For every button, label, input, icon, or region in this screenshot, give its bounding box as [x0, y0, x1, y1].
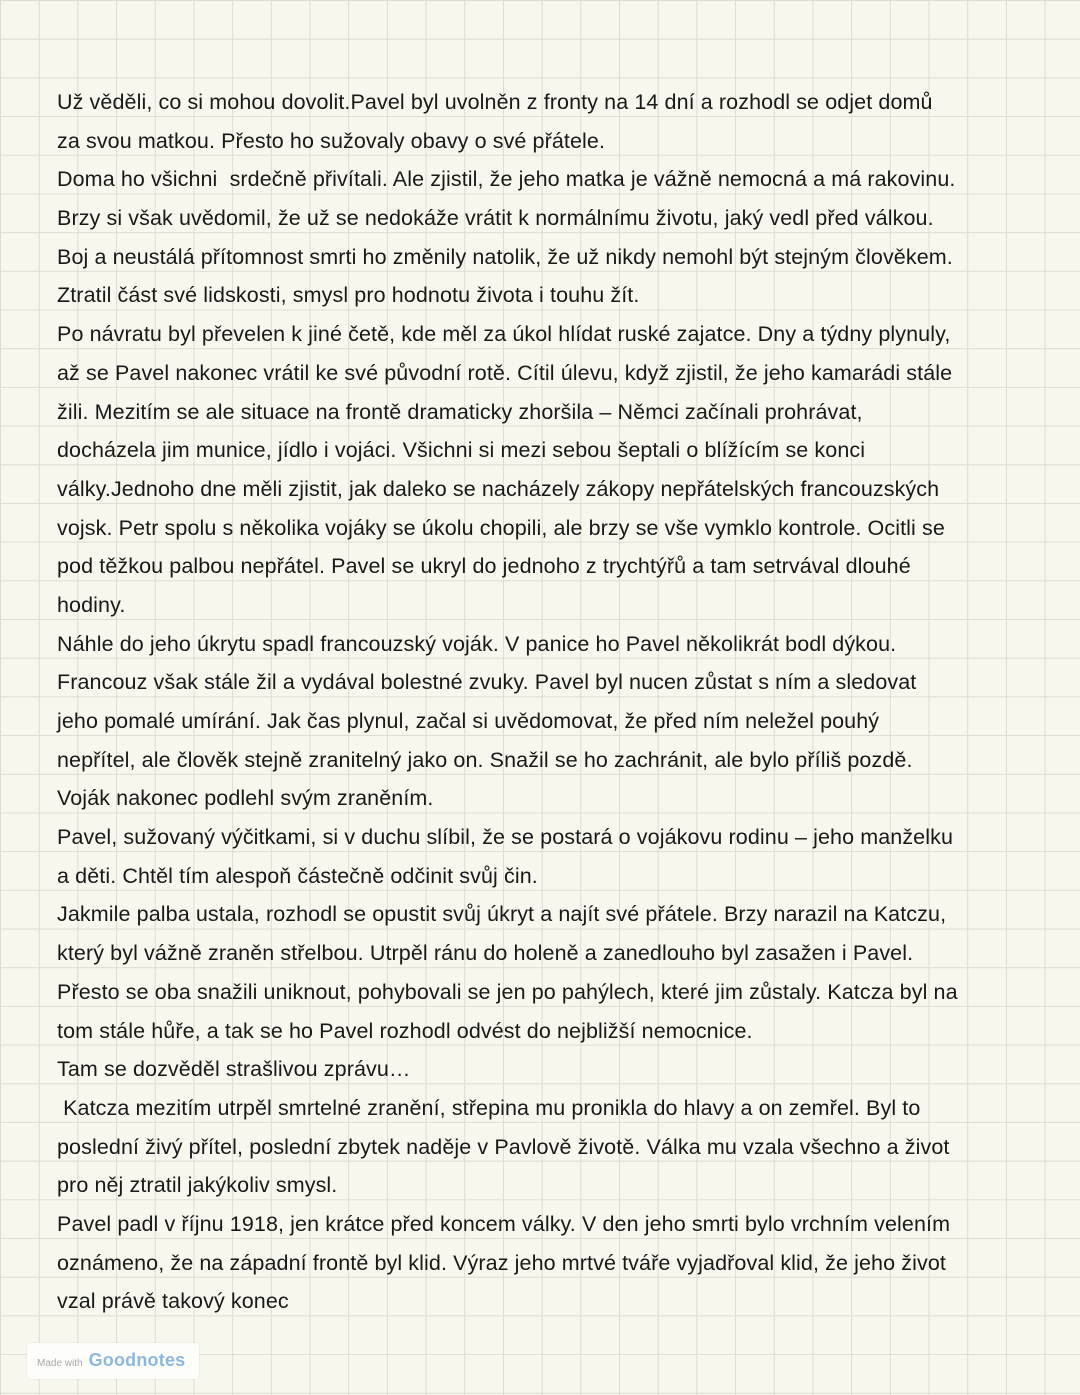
- text-line: Už věděli, co si mohou dovolit.Pavel byl uvolněn z fronty na 14 dní a rozhodl se odjet domů: [57, 90, 933, 114]
- text-line: nepřítel, ale člověk stejně zranitelný jako on. Snažil se ho zachránit, ale bylo příliš pozdě.: [57, 747, 913, 772]
- text-line: Ztratil část své lidskosti, smysl pro hodnotu života i touhu žít.: [57, 283, 640, 308]
- text-line: Pavel padl v říjnu 1918, jen krátce před koncem války. V den jeho smrti bylo vrchním velením: [57, 1211, 951, 1236]
- text-line: až se Pavel nakonec vrátil ke své původní rotě. Cítil úlevu, když zjistil, že jeho kamarádi stále: [57, 360, 953, 385]
- text-line: Přesto se oba snažili uniknout, pohybovali se jen po pahýlech, které jim zůstaly. Katcza byl na: [57, 979, 958, 1004]
- text-line: za svou matkou. Přesto ho sužovaly obavy o své přátele.: [57, 128, 606, 153]
- watermark-prefix-label: Made with: [37, 1358, 83, 1369]
- text-line: který byl vážně zraněn střelbou. Utrpěl ránu do holeně a zanedlouho byl zasažen i Pavel.: [57, 941, 914, 966]
- text-line: pro něj ztratil jakýkoliv smysl.: [57, 1173, 338, 1198]
- text-line: Francouz však stále žil a vydával bolestné zvuky. Pavel byl nucen zůstat s ním a sledovat: [57, 670, 917, 695]
- text-line: Brzy si však uvědomil, že už se nedokáže vrátit k normálnímu životu, jaký vedl před válkou.: [57, 206, 934, 231]
- document-text: [57, 83, 1042, 1321]
- text-line: Náhle do jeho úkrytu spadl francouzský voják. V panice ho Pavel několikrát bodl dýkou.: [57, 631, 897, 656]
- text-line: žili. Mezitím se ale situace na frontě dramaticky zhoršila – Němci začínali prohrávat,: [57, 399, 863, 424]
- text-line: a děti. Chtěl tím alespoň částečně odčinit svůj čin.: [57, 863, 538, 888]
- text-line: pod těžkou palbou nepřátel. Pavel se ukryl do jednoho z trychtýřů a tam setrvával dlouhé: [57, 554, 911, 579]
- text-line: oznámeno, že na západní frontě byl klid. Výraz jeho mrtvé tváře vyjadřoval klid, že jeho život: [57, 1250, 946, 1275]
- text-line: Voják nakonec podlehl svým zraněním.: [57, 786, 434, 811]
- text-line: hodiny.: [57, 592, 126, 617]
- text-line: Doma ho všichni srdečně přivítali. Ale zjistil, že jeho matka je vážně nemocná a má rakovinu.: [57, 167, 956, 192]
- text-line: Po návratu byl převelen k jiné četě, kde měl za úkol hlídat ruské zajatce. Dny a týdny plynuly,: [57, 322, 951, 347]
- text-line: vojsk. Petr spolu s několika vojáky se úkolu chopili, ale brzy se vše vymklo kontrole. Ocitli se: [57, 515, 945, 540]
- text-line: docházela jim munice, jídlo i vojáci. Všichni si mezi sebou šeptali o blížícím se konci: [57, 438, 866, 463]
- text-line: vzal právě takový konec: [57, 1289, 289, 1314]
- text-line: Katcza mezitím utrpěl smrtelné zranění, střepina mu pronikla do hlavy a on zemřel. Byl to: [57, 1095, 921, 1120]
- goodnotes-watermark: [27, 1343, 199, 1379]
- text-line: poslední živý přítel, poslední zbytek naděje v Pavlově životě. Válka mu vzala všechno a život: [57, 1134, 950, 1159]
- text-line: Tam se dozvěděl strašlivou zprávu…: [57, 1057, 411, 1082]
- text-line: tom stále hůře, a tak se ho Pavel rozhodl odvést do nejbližší nemocnice.: [57, 1018, 753, 1043]
- text-line: Pavel, sužovaný výčitkami, si v duchu slíbil, že se postará o vojákovu rodinu – jeho manželku: [57, 825, 954, 850]
- text-line: jeho pomalé umírání. Jak čas plynul, začal si uvědomovat, že před ním neležel pouhý: [57, 709, 880, 733]
- text-line: Boj a neustálá přítomnost smrti ho změnily natolik, že už nikdy nemohl být stejným člověkem.: [57, 244, 953, 269]
- text-line: Jakmile palba ustala, rozhodl se opustit svůj úkryt a najít své přátele. Brzy narazil na Katczu,: [57, 902, 947, 927]
- text-line: války.Jednoho dne měli zjistit, jak daleko se nacházely zákopy nepřátelských francouzských: [57, 476, 940, 501]
- goodnotes-logo: Goodnotes: [88, 1350, 186, 1370]
